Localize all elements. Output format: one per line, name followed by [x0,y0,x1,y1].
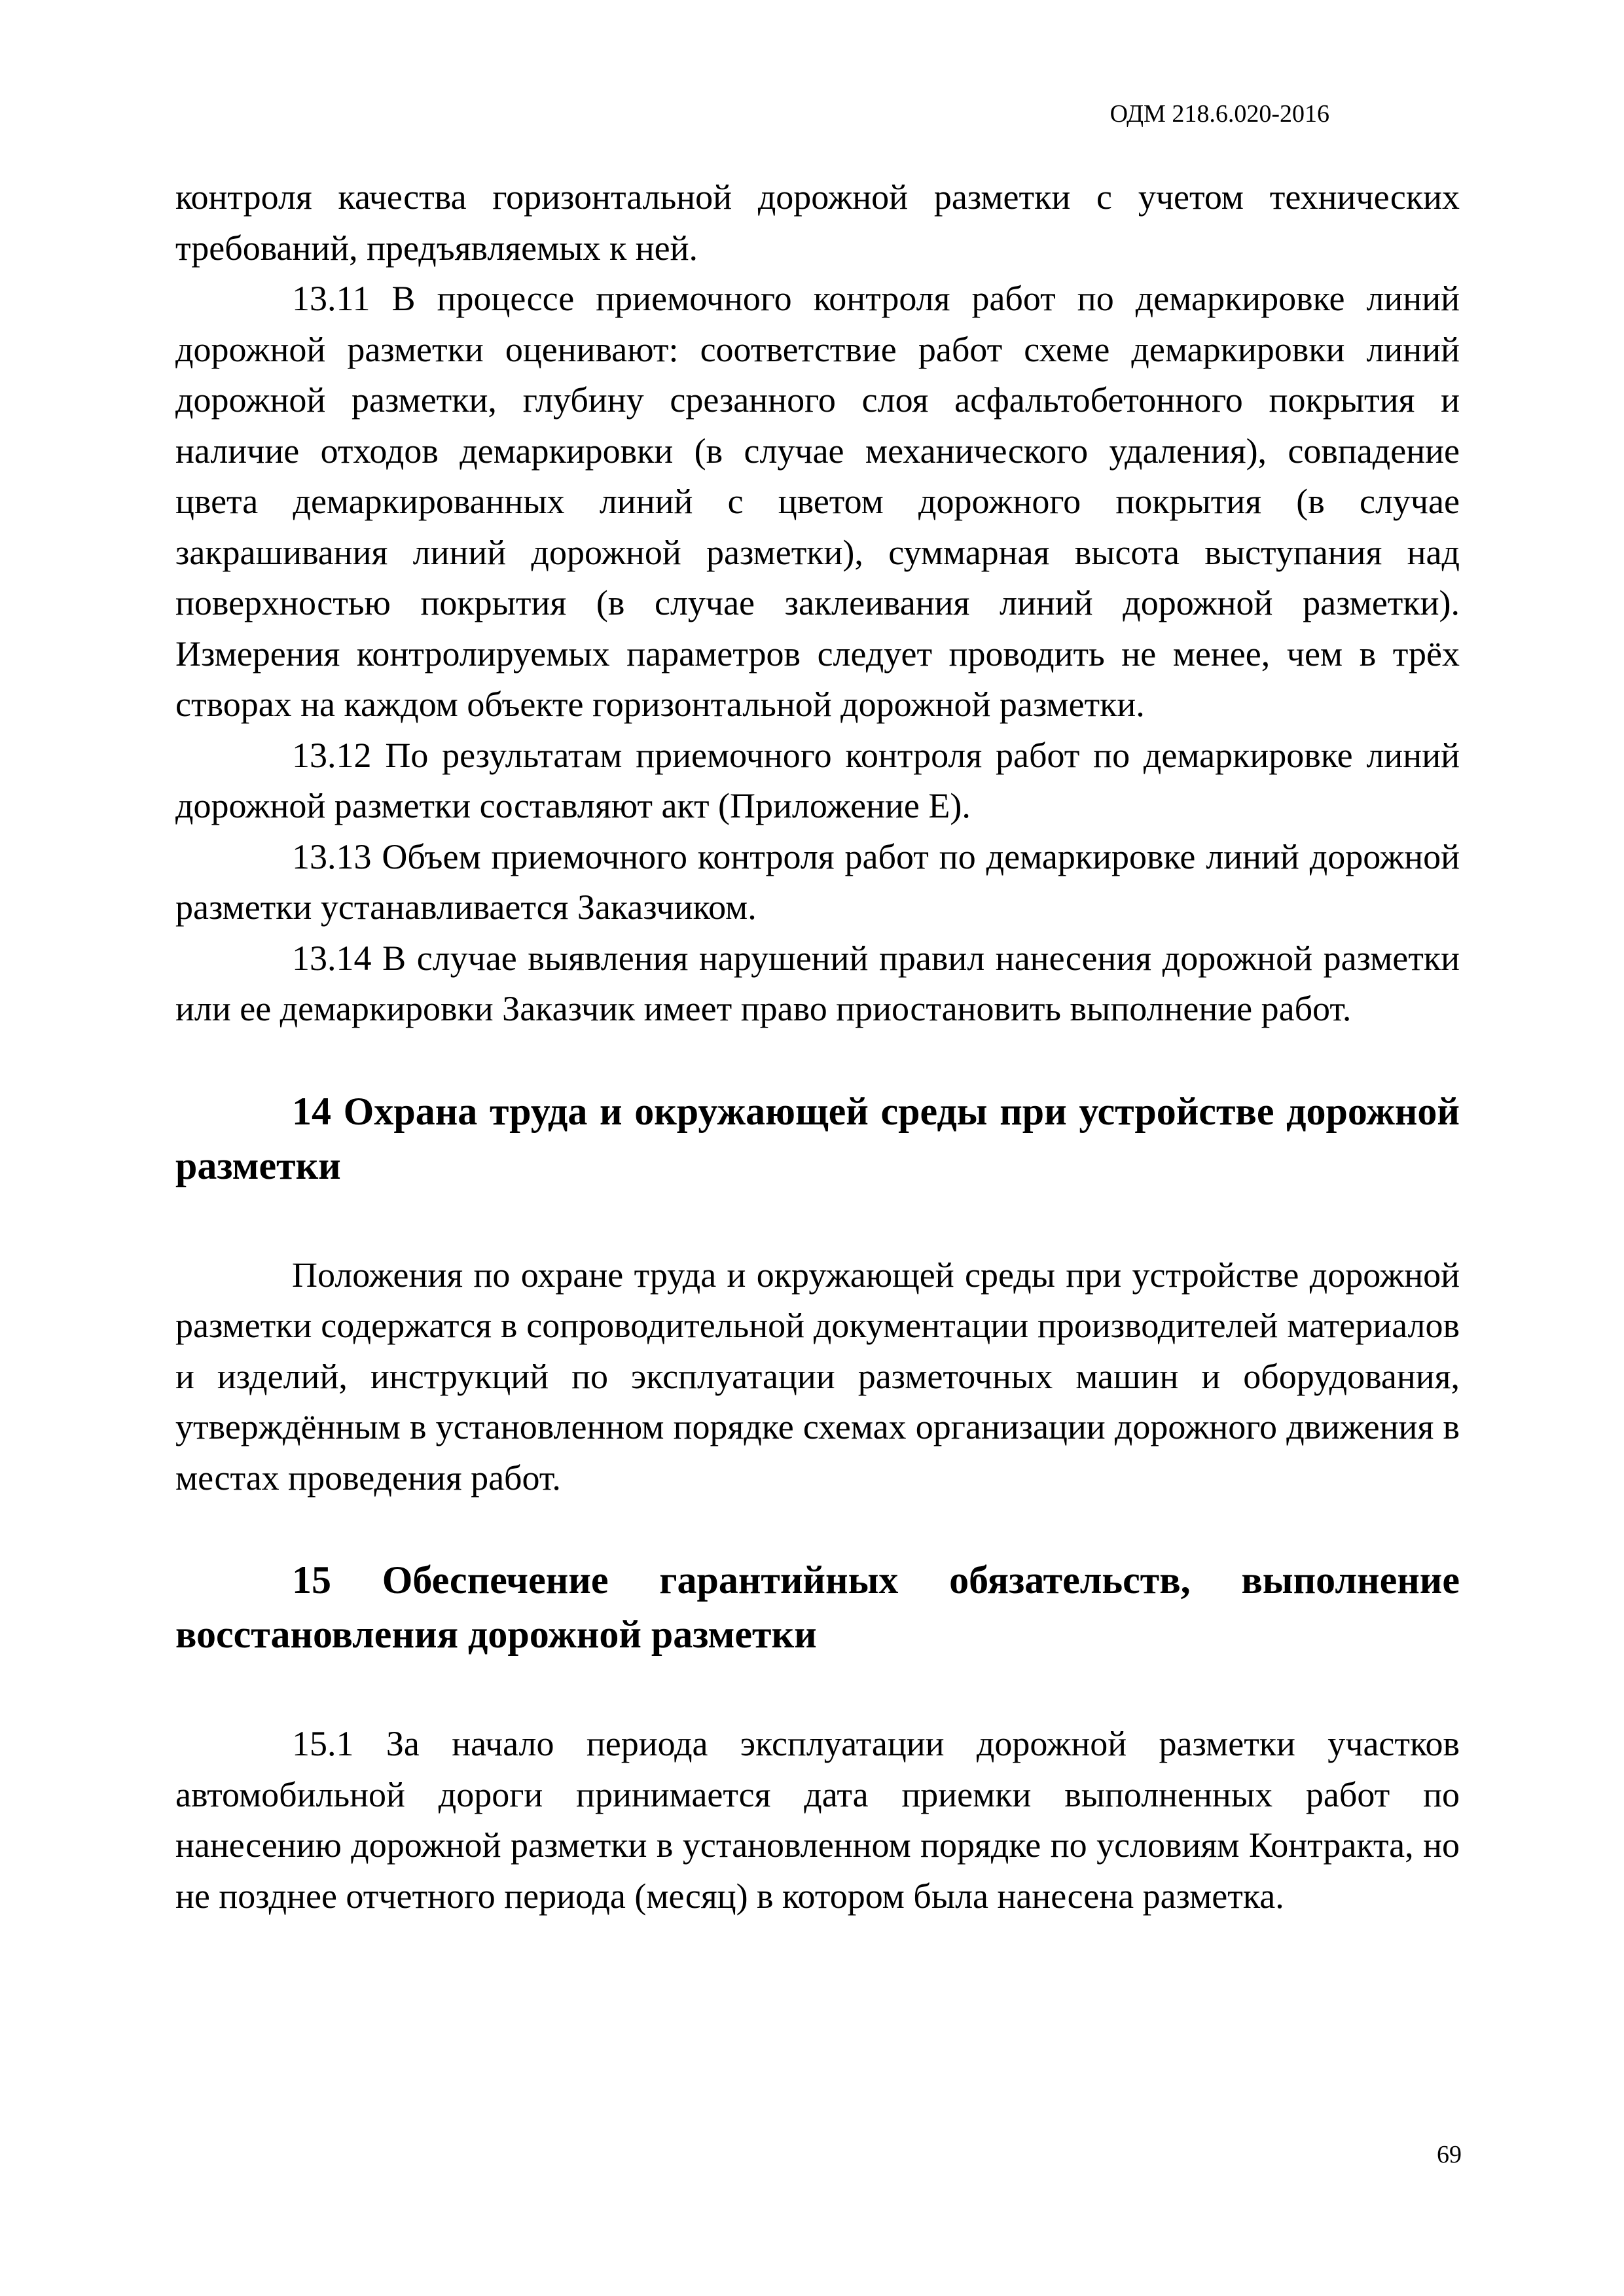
spacer [175,1662,1460,1719]
section-15-heading: 15 Обеспечение гарантийных обязательств, выполнение восстановления дорожной разметки [175,1558,1460,1656]
page-content [175,172,1460,1922]
paragraph-13-14: 13.14 В случае выявления нарушений правил нанесения дорожной разметки или ее демаркировки Заказчик имеет право приостановить выполнение работ. [175,938,1460,1028]
document-code: ОДМ 218.6.020-2016 [1110,100,1329,128]
spacer [175,1503,1460,1553]
spacer [175,1035,1460,1085]
section-14-body: Положения по охране труда и окружающей среды при устройстве дорожной разметки содержатся в сопроводительной документации производителей материалов и изделий, инструкций по эксплуатации разметочных машин и оборудования, утверждённым в установленном порядке схемах организации дорожного движения в местах проведения работ. [175,1255,1460,1498]
spacer [175,1193,1460,1250]
page-number: 69 [1437,2141,1462,2168]
paragraph-13-12: 13.12 По результатам приемочного контроля работ по демаркировке линий дорожной разметки составляют акт (Приложение Е). [175,735,1460,825]
section-14-heading: 14 Охрана труда и окружающей среды при устройстве дорожной разметки [175,1089,1460,1187]
paragraph-13-13: 13.13 Объем приемочного контроля работ по демаркировке линий дорожной разметки устанавливается Заказчиком. [175,836,1460,927]
paragraph-continuation: контроля качества горизонтальной дорожной разметки с учетом технических требований, предъявляемых к ней. [175,177,1460,268]
paragraph-15-1: 15.1 За начало периода эксплуатации дорожной разметки участков автомобильной дороги принимается дата приемки выполненных работ по нанесению дорожной разметки в установленном порядке по условиям Контракта, но не позднее отчетного периода (месяц) в котором была нанесена разметка. [175,1724,1460,1916]
paragraph-13-11: 13.11 В процессе приемочного контроля работ по демаркировке линий дорожной разметки оценивают: соответствие работ схеме демаркировки линий дорожной разметки, глубину срезанного слоя асфальтобетонного покрытия и наличие отходов демаркировки (в случае механического удаления), совпадение цвета демаркированных линий с цветом дорожного покрытия (в случае закрашивания линий дорожной разметки), суммарная высота выступания над поверхностью покрытия (в случае заклеивания линий дорожной разметки). Измерения контролируемых параметров следует проводить не менее, чем в трёх створах на каждом объекте горизонтальной дорожной разметки. [175,279,1460,724]
